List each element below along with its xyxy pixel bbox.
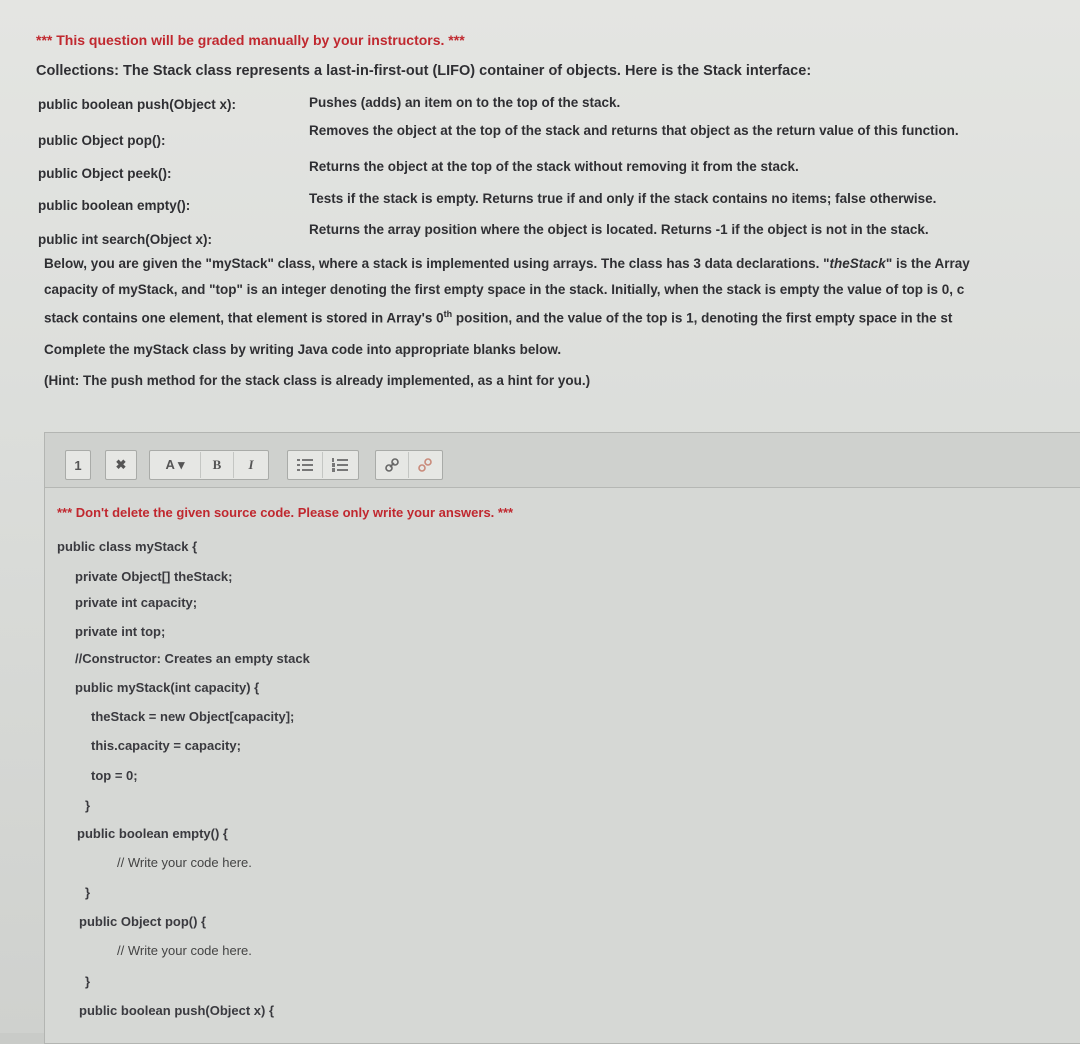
instruction-text: Complete the myStack class by writing Java code into appropriate blanks below.	[44, 342, 562, 357]
grading-note: *** This question will be graded manually by your instructors. ***	[36, 32, 465, 48]
interface-signature-push: public boolean push(Object x):	[38, 97, 237, 112]
code-line[interactable]: }	[85, 974, 91, 989]
code-line[interactable]: theStack = new Object[capacity];	[91, 709, 295, 724]
description-line-1: Below, you are given the "myStack" class, where a stack is implemented using arrays. The class has 3 data declarations. "theStack" is the Array	[44, 256, 970, 271]
bold-button[interactable]: B	[200, 452, 233, 478]
code-line[interactable]: private int top;	[75, 624, 166, 639]
unlink-icon	[418, 458, 432, 472]
interface-description-peek: Returns the object at the top of the stack without removing it from the stack.	[309, 159, 799, 174]
toolbar-group-expand	[65, 450, 91, 480]
toolbar-group-lists	[287, 450, 359, 480]
interface-description-search: Returns the array position where the object is located. Returns -1 if the object is not in the stack.	[309, 222, 929, 237]
code-line[interactable]: top = 0;	[91, 768, 138, 783]
interface-signature-search: public int search(Object x):	[38, 232, 213, 247]
unordered-list-button[interactable]	[288, 452, 322, 478]
answer-editor[interactable]	[44, 432, 1080, 1044]
font-style-dropdown[interactable]: A ▾	[165, 457, 185, 472]
code-line[interactable]: }	[85, 885, 91, 900]
interface-description-empty: Tests if the stack is empty. Returns true if and only if the stack contains no items; false otherwise.	[309, 191, 937, 206]
code-line[interactable]: public boolean push(Object x) {	[79, 1003, 275, 1018]
interface-description-push: Pushes (adds) an item on to the top of the stack.	[309, 95, 621, 110]
description-line-3: stack contains one element, that element is stored in Array's 0th position, and the value of the top is 1, denoting the first empty space in the st	[44, 309, 953, 326]
hint-text: (Hint: The push method for the stack class is already implemented, as a hint for you.)	[44, 373, 591, 388]
answer-placeholder[interactable]: // Write your code here.	[117, 855, 252, 870]
editor-toolbar	[45, 433, 1080, 488]
toolbar-group-format	[149, 450, 269, 480]
code-line[interactable]: public class myStack {	[57, 539, 198, 554]
italic-button[interactable]: I	[233, 452, 268, 478]
code-line[interactable]: public Object pop() {	[79, 914, 207, 929]
code-line[interactable]: this.capacity = capacity;	[91, 738, 241, 753]
unlink-button[interactable]	[408, 452, 441, 478]
code-line[interactable]: }	[85, 798, 91, 813]
interface-signature-pop: public Object pop():	[38, 133, 166, 148]
link-icon	[385, 458, 399, 472]
ordered-list-button[interactable]	[322, 452, 357, 478]
fullscreen-button[interactable]: ✖	[115, 457, 127, 472]
interface-signature-empty: public boolean empty():	[38, 198, 191, 213]
code-line[interactable]: public boolean empty() {	[77, 826, 228, 841]
interface-signature-peek: public Object peek():	[38, 166, 172, 181]
question-intro: Collections: The Stack class represents a last-in-first-out (LIFO) container of objects. Here is the Stack interface:	[36, 63, 812, 79]
code-line[interactable]: //Constructor: Creates an empty stack	[75, 651, 310, 666]
ordered-list-icon	[332, 458, 348, 472]
unordered-list-icon	[297, 458, 313, 472]
editor-warning: *** Don't delete the given source code. Please only write your answers. ***	[57, 505, 514, 520]
interface-description-pop: Removes the object at the top of the stack and returns that object as the return value of this function.	[309, 123, 959, 138]
toolbar-group-links	[375, 450, 443, 480]
answer-placeholder[interactable]: // Write your code here.	[117, 943, 252, 958]
link-button[interactable]	[376, 452, 408, 478]
code-line[interactable]: private Object[] theStack;	[75, 569, 233, 584]
expand-toolbar-button[interactable]: 1	[74, 457, 82, 473]
code-line[interactable]: private int capacity;	[75, 595, 198, 610]
code-line[interactable]: public myStack(int capacity) {	[75, 680, 260, 695]
description-line-2: capacity of myStack, and "top" is an integer denoting the first empty space in the stack. Initially, when the stack is empty the value of top is 0, c	[44, 282, 965, 297]
toolbar-group-fullscreen	[105, 450, 137, 480]
